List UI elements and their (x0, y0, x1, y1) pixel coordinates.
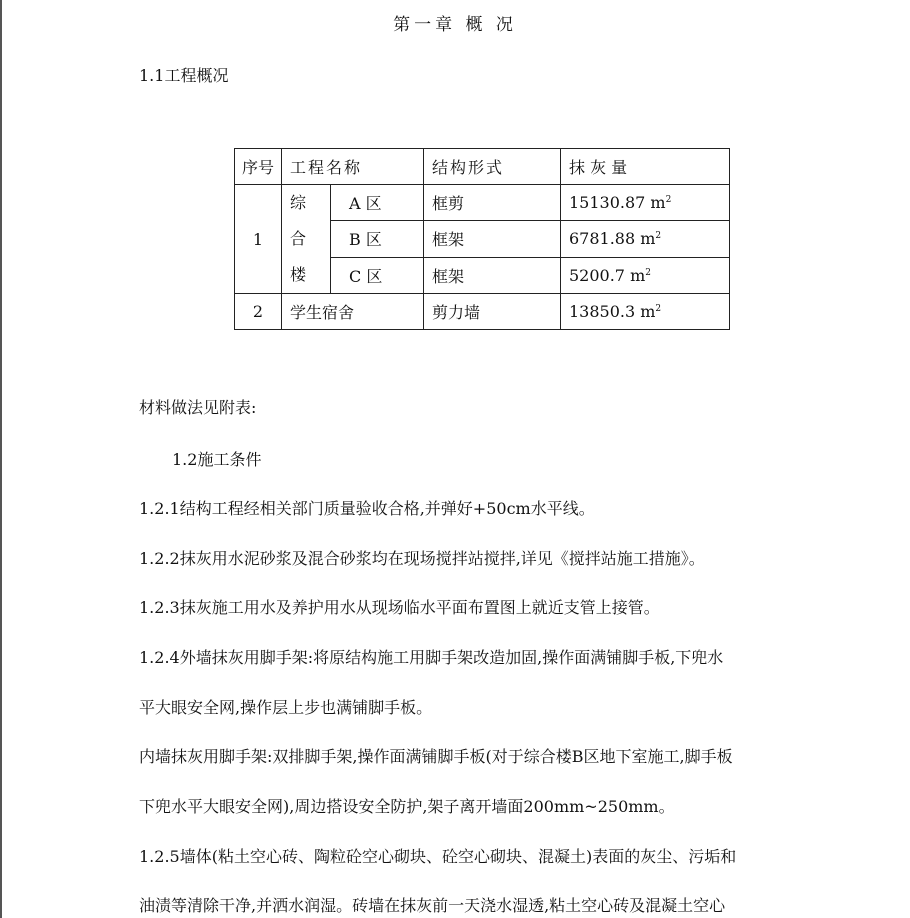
paragraph-inner-scaffold-line-2: 下兜水平大眼安全网),周边搭设安全防护,架子离开墙面200mm~250mm。 (139, 797, 675, 816)
table-row (235, 294, 730, 330)
plaster-value: 13850.3 m (569, 302, 656, 321)
header-structure: 结构形式 (424, 149, 561, 185)
cell-plaster (561, 257, 730, 293)
project-overview-table (234, 148, 730, 330)
paragraph-1-2-5-line-2: 油渍等清除干净,并洒水润湿。砖墙在抹灰前一天浇水湿透,粘土空心砖及混凝土空心 (139, 896, 726, 915)
cell-zone: B 区 (331, 221, 424, 257)
plaster-value: 6781.88 m (569, 229, 656, 249)
paragraph-1-2-4-line-1: 1.2.4外墙抹灰用脚手架:将原结构施工用脚手架改造加固,操作面满铺脚手板,下兜水 (139, 648, 724, 667)
unit-superscript: 2 (645, 267, 651, 278)
cell-zone: C 区 (331, 257, 424, 293)
cell-structure: 框架 (424, 221, 561, 257)
chapter-title: 第一章 概 况 (393, 15, 517, 35)
building-name-char: 楼 (290, 265, 307, 284)
table-row (235, 185, 730, 221)
cell-plaster (561, 294, 730, 330)
cell-building-name: 学生宿舍 (282, 294, 424, 330)
cell-seq-1: 1 (235, 185, 282, 294)
unit-superscript: 2 (665, 195, 672, 206)
paragraph-1-2-1: 1.2.1结构工程经相关部门质量验收合格,并弹好+50cm水平线。 (139, 499, 595, 518)
unit-superscript: 2 (655, 231, 662, 242)
cell-plaster (561, 185, 730, 221)
materials-note: 材料做法见附表: (139, 398, 257, 417)
header-seq: 序号 (235, 149, 282, 185)
section-heading-1-1: 1.1工程概况 (139, 66, 229, 85)
building-name-char: 综 (290, 193, 307, 212)
section-heading-1-2: 1.2施工条件 (172, 450, 262, 469)
cell-structure: 框剪 (424, 185, 561, 221)
paragraph-inner-scaffold-line-1: 内墙抹灰用脚手架:双排脚手架,操作面满铺脚手板(对于综合楼B区地下室施工,脚手板 (139, 747, 733, 766)
cell-plaster (561, 221, 730, 257)
cell-seq-2: 2 (235, 294, 282, 330)
paragraph-1-2-4-line-2: 平大眼安全网,操作层上步也满铺脚手板。 (139, 698, 433, 717)
cell-structure: 剪力墙 (424, 294, 561, 330)
table-header-row (235, 149, 730, 185)
building-name-char: 合 (290, 229, 307, 248)
header-project-name: 工程名称 (282, 149, 424, 185)
paragraph-1-2-3: 1.2.3抹灰施工用水及养护用水从现场临水平面布置图上就近支管上接管。 (139, 598, 660, 617)
header-plaster-amount: 抹 灰 量 (561, 149, 730, 185)
paragraph-1-2-2: 1.2.2抹灰用水泥砂浆及混合砂浆均在现场搅拌站搅拌,详见《搅拌站施工措施》。 (139, 549, 705, 568)
cell-zone: A 区 (331, 185, 424, 221)
plaster-value: 5200.7 m (569, 265, 646, 285)
cell-building-name (282, 185, 331, 294)
paragraph-1-2-5-line-1: 1.2.5墙体(粘土空心砖、陶粒砼空心砌块、砼空心砌块、混凝土)表面的灰尘、污垢和 (139, 847, 737, 866)
unit-superscript: 2 (655, 304, 662, 314)
plaster-value: 15130.87 m (569, 193, 666, 213)
cell-structure: 框架 (424, 257, 561, 293)
page-left-border (0, 0, 2, 918)
